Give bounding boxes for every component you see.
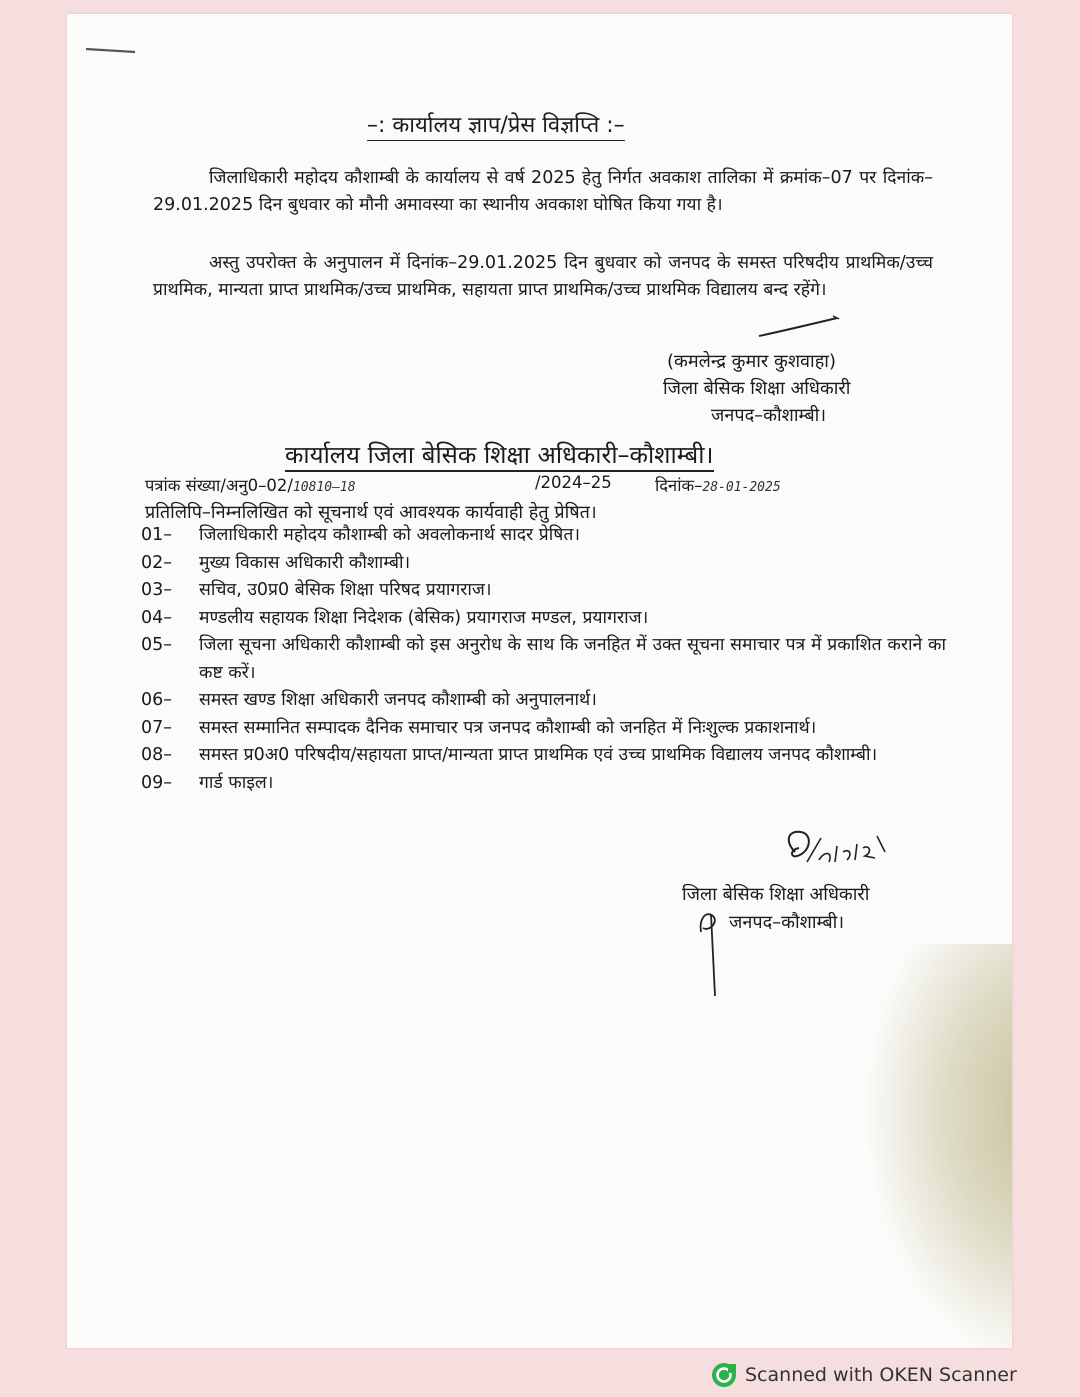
handwritten-date: 28-01-2025 xyxy=(702,480,781,495)
signature-stroke xyxy=(757,314,841,340)
signatory-designation: जिला बेसिक शिक्षा अधिकारी xyxy=(663,378,851,399)
signatory2-place: जनपद–कौशाम्बी। xyxy=(729,912,845,933)
office-heading: कार्यालय जिला बेसिक शिक्षा अधिकारी–कौशाम्बी। xyxy=(285,438,714,471)
list-item: 01– जिलाधिकारी महोदय कौशाम्बी को अवलोकनार्थ सादर प्रेषित। xyxy=(141,525,580,545)
signatory-place: जनपद–कौशाम्बी। xyxy=(711,405,827,426)
paragraph-1: जिलाधिकारी महोदय कौशाम्बी के कार्यालय से वर्ष 2025 हेतु निर्गत अवकाश तालिका में क्रमांक–07 पर दिनांक–29.01.2025 दिन बुधवार को मौनी अमावस्या का स्थानीय अवकाश घोषित किया गया है। xyxy=(153,168,933,215)
scanner-footer xyxy=(711,1362,1017,1388)
copy-to-heading: प्रतिलिपि–निम्नलिखित को सूचनार्थ एवं आवश्यक कार्यवाही हेतु प्रेषित। xyxy=(145,502,597,523)
handwritten-reference-no: 10810–18 xyxy=(292,480,356,495)
oken-scanner-logo-icon xyxy=(711,1362,737,1388)
copy-list xyxy=(141,522,946,797)
paragraph-2: अस्तु उपरोक्त के अनुपालन में दिनांक–29.01.2025 दिन बुधवार को जनपद के समस्त परिषदीय प्राथमिक/उच्च प्राथमिक, मान्यता प्राप्त प्राथमिक/उच्च प्राथमिक, सहायता प्राप्त प्राथमिक/उच्च प्राथमिक विद्यालय बन्द रहेंगे। xyxy=(153,253,933,300)
list-item: 07– समस्त सम्मानित सम्पादक दैनिक समाचार पत्र जनपद कौशाम्बी को जनहित में निःशुल्क प्रकाशनार्थ। xyxy=(141,717,817,738)
reference-date: दिनांक–28-01-2025 xyxy=(655,476,781,495)
list-item: 04– मण्डलीय सहायक शिक्षा निदेशक (बेसिक) प्रयागराज मण्डल, प्रयागराज। xyxy=(141,607,649,628)
list-item: 03– सचिव, उ0प्र0 बेसिक शिक्षा परिषद प्रयागराज। xyxy=(141,580,492,600)
document-heading: –: कार्यालय ज्ञाप/प्रेस विज्ञप्ति :– xyxy=(367,109,625,139)
list-item: 06– समस्त खण्ड शिक्षा अधिकारी जनपद कौशाम्बी को अनुपालनार्थ। xyxy=(141,690,597,710)
signatory-name: (कमलेन्द्र कुमार कुशवाहा) xyxy=(667,351,836,372)
document-page xyxy=(67,14,1012,1348)
scan-shadow xyxy=(867,944,1012,1348)
initials-signature xyxy=(777,822,892,882)
list-item: 02– मुख्य विकास अधिकारी कौशाम्बी। xyxy=(141,552,411,573)
list-item: 05– जिला सूचना अधिकारी कौशाम्बी को इस अनुरोध के साथ कि जनहित में उक्त सूचना समाचार पत्र में प्रकाशित कराने का कष्ट करें। xyxy=(141,635,946,683)
signatory2-designation: जिला बेसिक शिक्षा अधिकारी xyxy=(682,884,870,905)
list-item: 08– समस्त प्र0अ0 परिषदीय/सहायता प्राप्त/मान्यता प्राप्त प्राथमिक एवं उच्च प्राथमिक विद्यालय जनपद कौशाम्बी। xyxy=(141,745,878,765)
scanner-text: Scanned with OKEN Scanner xyxy=(745,1364,1017,1386)
reference-number: पत्रांक संख्या/अनु0–02/10810–18 xyxy=(145,476,356,495)
reference-year: /2024–25 xyxy=(535,473,612,492)
signature-mark xyxy=(695,902,725,998)
pen-mark xyxy=(85,46,137,54)
list-item: 09– गार्ड फाइल। xyxy=(141,772,274,793)
